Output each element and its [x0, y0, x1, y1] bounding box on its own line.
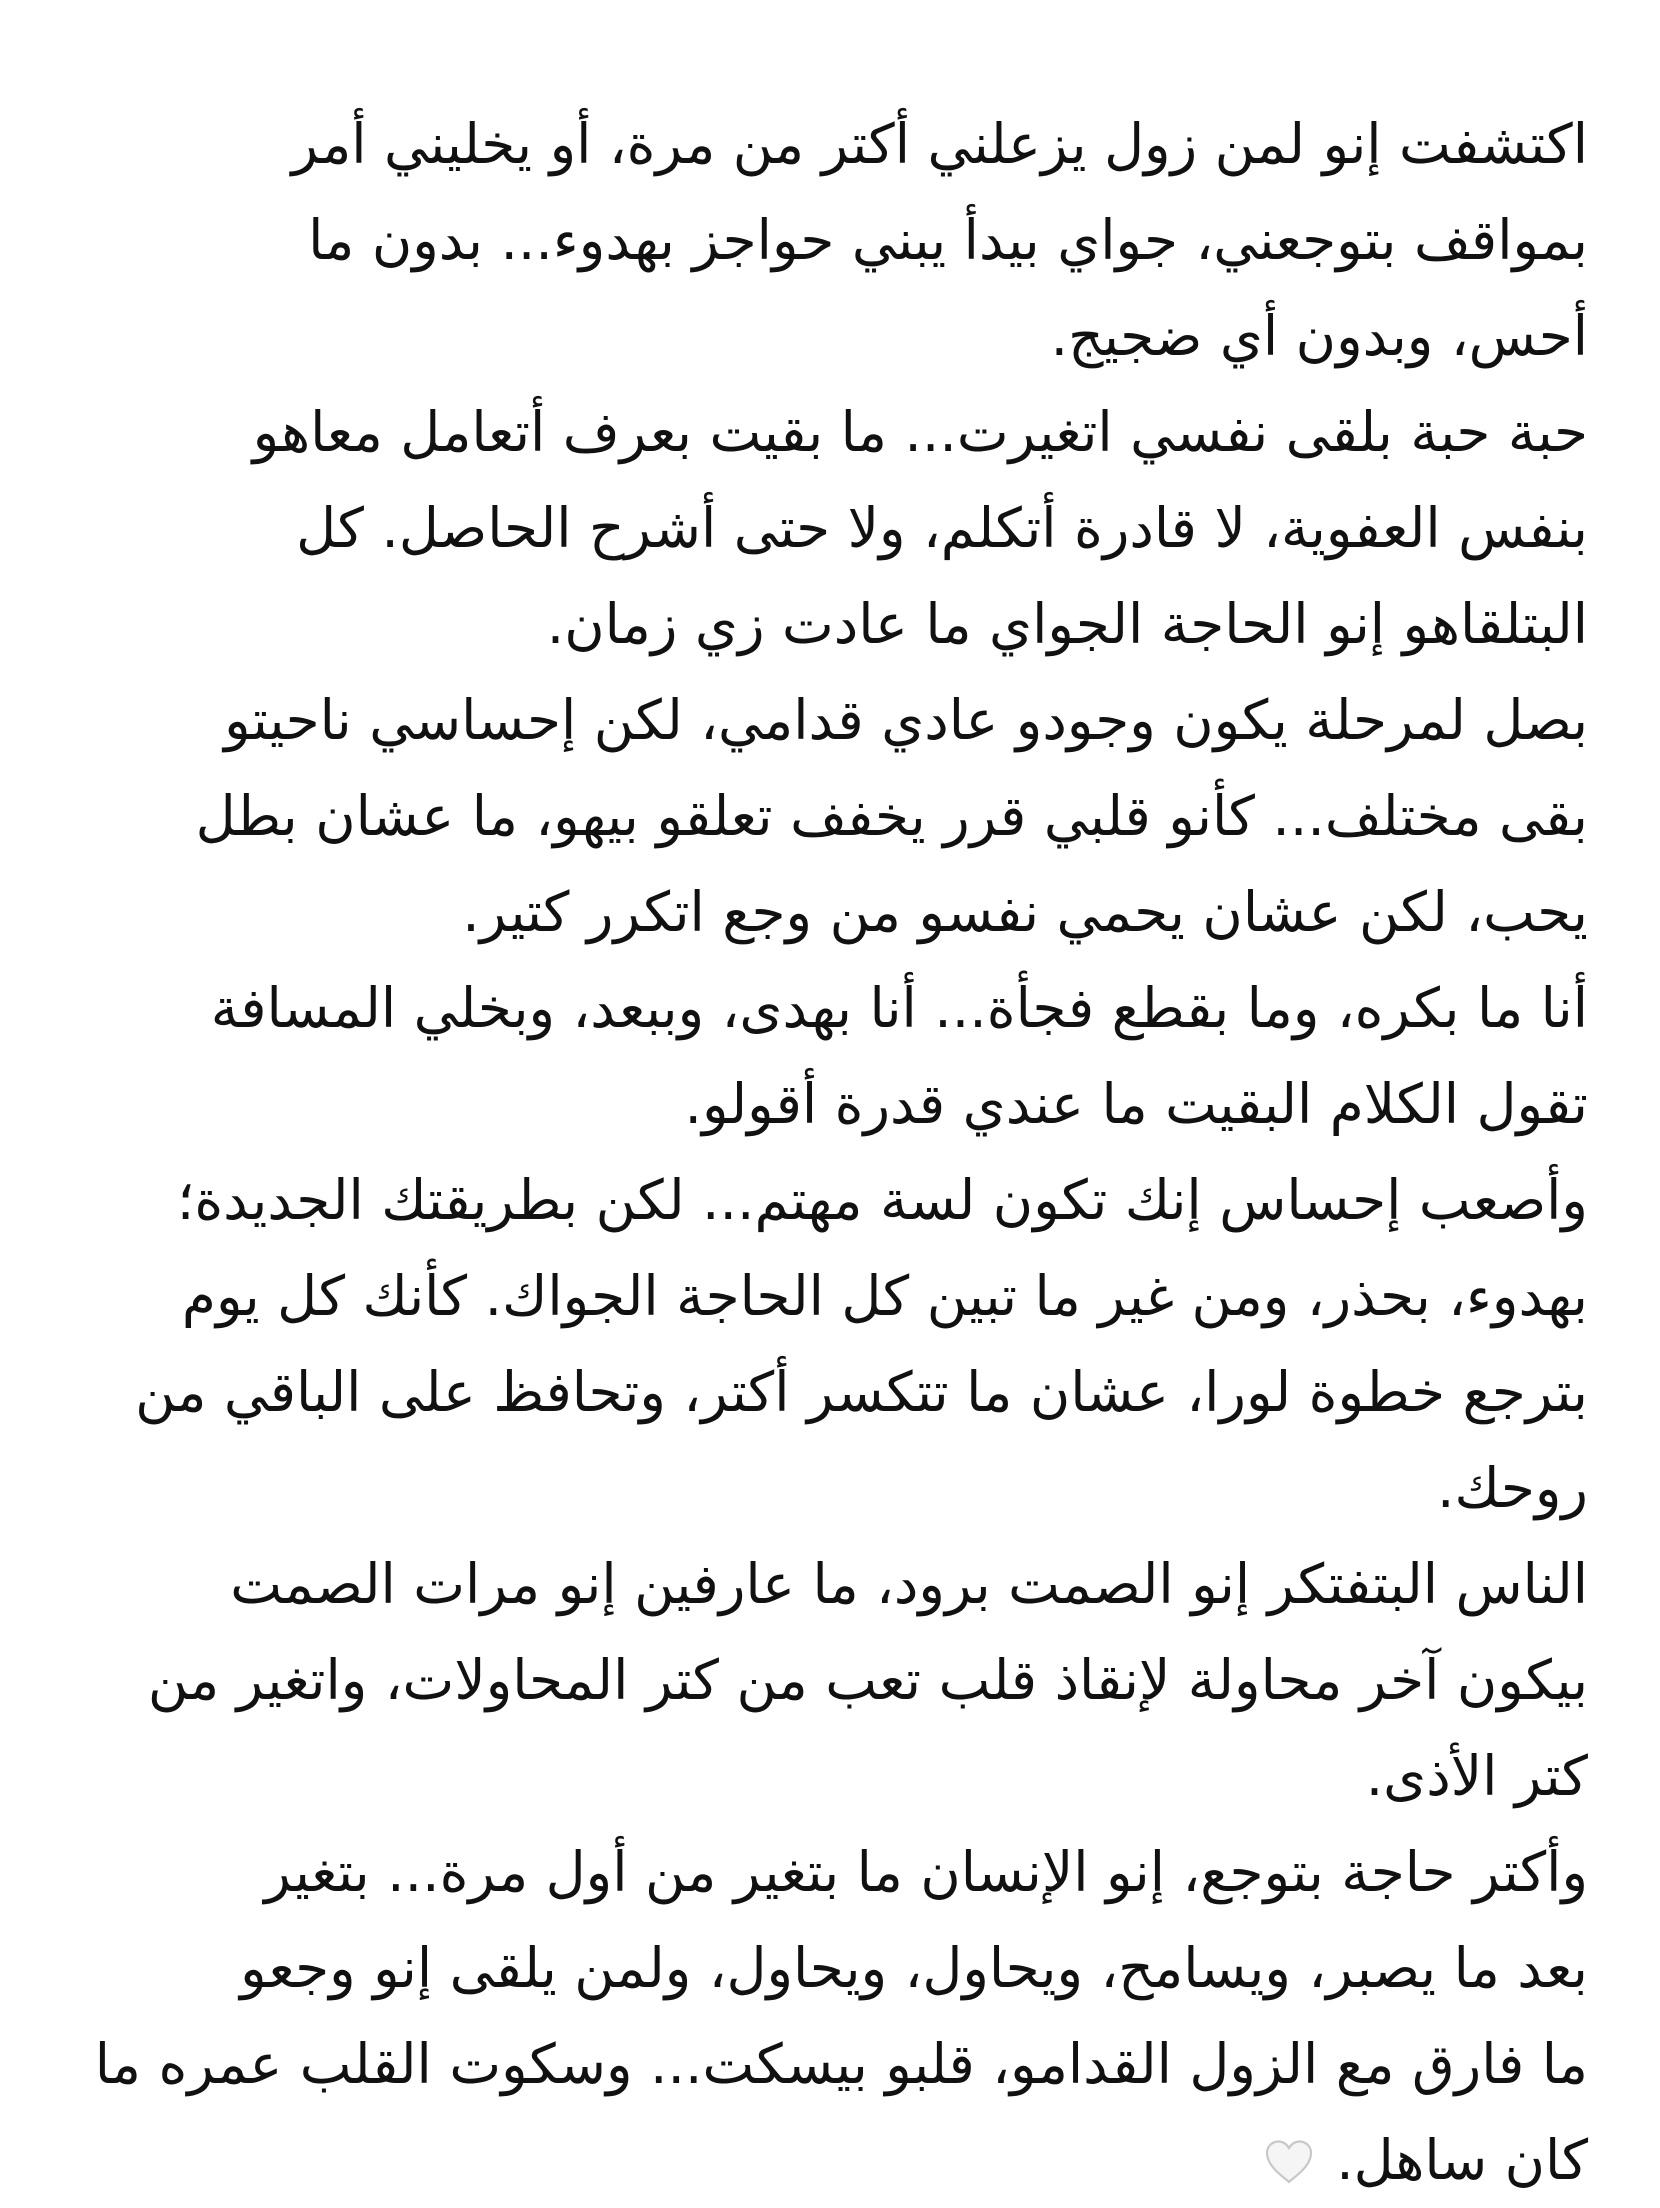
text-line: بقى مختلف... كأنو قلبي قرر يخفف تعلقو بيهو، ما عشان بطل: [195, 784, 1588, 848]
last-line-text: كان ساهل.: [1336, 2128, 1588, 2192]
text-line: أحس، وبدون أي ضجيج.: [1050, 304, 1588, 368]
text-line: البتلقاهو إنو الحاجة الجواي ما عادت زي زمان.: [546, 592, 1588, 656]
text-line: تقول الكلام البقيت ما عندي قدرة أقولو.: [684, 1072, 1588, 1136]
text-line: اكتشفت إنو لمن زول يزعلني أكتر من مرة، أو يخليني أمر: [291, 112, 1588, 176]
last-text-line: [68, 2112, 1588, 2208]
text-line: الناس البتفتكر إنو الصمت برود، ما عارفين إنو مرات الصمت: [230, 1552, 1588, 1616]
post-text: [68, 96, 1588, 2208]
text-line: بصل لمرحلة يكون وجودو عادي قدامي، لكن إحساسي ناحيتو: [224, 688, 1588, 752]
text-line: كتر الأذى.: [1365, 1744, 1588, 1808]
text-line: يحب، لكن عشان يحمي نفسو من وجع اتكرر كتير.: [462, 880, 1588, 944]
white-heart-icon: [1264, 2139, 1314, 2185]
text-line: أنا ما بكره، وما بقطع فجأة... أنا بهدى، وببعد، وبخلي المسافة: [210, 976, 1588, 1040]
text-line: بيكون آخر محاولة لإنقاذ قلب تعب من كتر المحاولات، واتغير من: [147, 1648, 1588, 1712]
text-line: بترجع خطوة لورا، عشان ما تتكسر أكتر، وتحافظ على الباقي من: [135, 1360, 1588, 1424]
text-line: روحك.: [1437, 1456, 1588, 1520]
text-line: حبة حبة بلقى نفسي اتغيرت... ما بقيت بعرف أتعامل معاهو: [252, 400, 1588, 464]
text-line: وأصعب إحساس إنك تكون لسة مهتم... لكن بطريقتك الجديدة؛: [176, 1168, 1588, 1232]
text-line: بمواقف بتوجعني، جواي بيدأ يبني حواجز بهدوء... بدون ما: [308, 208, 1588, 272]
text-line: وأكتر حاجة بتوجع، إنو الإنسان ما بتغير من أول مرة... بتغير: [264, 1840, 1588, 1904]
text-line: بعد ما يصبر، ويسامح، ويحاول، ويحاول، ولمن يلقى إنو وجعو: [240, 1936, 1588, 2000]
text-line: بنفس العفوية، لا قادرة أتكلم، ولا حتى أشرح الحاصل. كل: [296, 496, 1588, 560]
text-line: بهدوء، بحذر، ومن غير ما تبين كل الحاجة الجواك. كأنك كل يوم: [181, 1264, 1588, 1328]
text-line: ما فارق مع الزول القدامو، قلبو بيسكت... وسكوت القلب عمره ما: [94, 2032, 1588, 2096]
